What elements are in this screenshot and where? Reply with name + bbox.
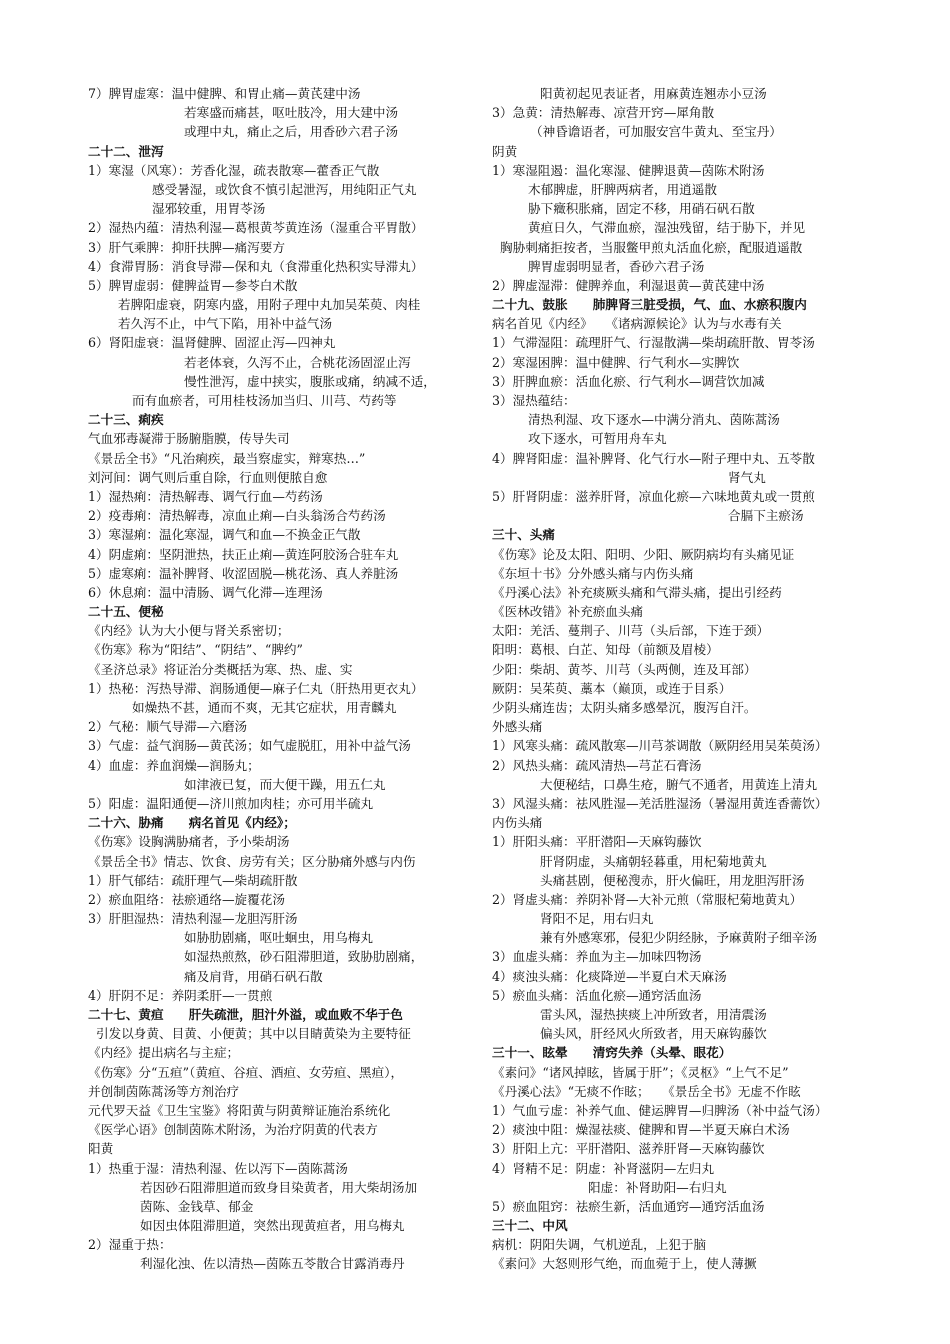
text-line: 2）气秘：顺气导滞—六磨汤 xyxy=(88,719,248,735)
text-line: 5）脾胃虚弱：健脾益胃—参苓白术散 xyxy=(88,277,298,293)
text-line: 偏头风，肝经风火所致者，用天麻钩藤饮 xyxy=(540,1026,767,1042)
text-line: 厥阴：吴茱萸、藁本（巅顶，或连于目系） xyxy=(492,680,732,696)
text-line: 肾气丸 xyxy=(728,469,766,485)
text-line: 《内经》认为大小便与肾关系密切； xyxy=(88,623,290,639)
text-line: 7）脾胃虚寒：温中健脾、和胃止痛—黄芪建中汤 xyxy=(88,86,361,101)
text-line: 少阳：柴胡、黄芩、川芎（头两侧，连及耳部） xyxy=(492,661,757,677)
text-line: 如因虫体阻滞胆道，突然出现黄疸者，用乌梅丸 xyxy=(140,1218,405,1234)
text-line: 5）虚寒痢：温补脾肾、收涩固脱—桃花汤、真人养脏汤 xyxy=(88,565,399,581)
text-line: 3）湿热蕴结： xyxy=(492,393,576,408)
text-line: 2）风热头痛：疏风清热—芎芷石膏汤 xyxy=(492,757,702,773)
text-line: 阴黄 xyxy=(492,143,518,159)
text-line: 2）湿重于热： xyxy=(88,1237,172,1253)
text-line: 若久泻不止，中气下陷，用补中益气汤 xyxy=(118,316,333,332)
text-line: 《医林改错》补充瘀血头痛 xyxy=(492,604,644,620)
text-line: 胸胁刺痛拒按者，当服鳖甲煎丸活血化瘀，配服逍遥散 xyxy=(500,239,803,255)
text-line: 攻下逐水，可暂用舟车丸 xyxy=(528,431,667,447)
text-line: 合膈下主瘀汤 xyxy=(728,508,804,524)
text-line: （神昏谵语者，可加服安宫牛黄丸、至宝丹） xyxy=(530,124,782,140)
text-line: 如燥热不甚，通而不爽，无其它症状，用青麟丸 xyxy=(132,700,397,715)
text-line: 若因砂石阻滞胆道而致身目染黄者，用大柴胡汤加 xyxy=(140,1179,418,1195)
text-line: 4）肝阴不足：养阴柔肝—一贯煎 xyxy=(88,987,273,1003)
text-line: 如津液已复，而大便干躁，用五仁丸 xyxy=(184,776,386,792)
text-line: 大便秘结，口鼻生疮，腑气不通者，用黄连上清丸 xyxy=(540,776,818,792)
text-line: 3）寒湿痢：温化寒湿，调气和血—不换金正气散 xyxy=(88,527,361,543)
left-column xyxy=(88,84,488,1274)
text-line: 《景岳全书》“凡治痢疾，最当察虚实，辩寒热…” xyxy=(88,450,366,466)
text-line: 黄疸日久，气滞血瘀，湿浊残留，结于胁下，并见 xyxy=(528,220,806,236)
text-line: 1）肝气郁结：疏肝理气—柴胡疏肝散 xyxy=(88,872,298,888)
text-line: 《丹溪心法》补充痰厥头痛和气滞头痛，提出引经药 xyxy=(492,584,782,600)
section-heading: 二十六、胁痛 病名首见《内经》； xyxy=(88,815,296,831)
section-heading: 二十七、黄疸 肝失疏泄，胆汁外溢，或血败不华于色 xyxy=(88,1007,403,1022)
text-line: 《伤寒》分“五疸”（黄疸、谷疸、酒疸、女劳疸、黑疸）， xyxy=(88,1064,404,1080)
text-line: 阳黄 xyxy=(88,1141,114,1157)
text-line: 《圣济总录》将证治分类概括为寒、热、虚、实 xyxy=(88,661,353,677)
text-line: 头痛甚剧，便秘溲赤，肝火偏旺，用龙胆泻肝汤 xyxy=(540,872,805,888)
text-line: 《伤寒》设胸满胁痛者，予小柴胡汤 xyxy=(88,834,290,850)
text-line: 若老体衰，久泻不止，合桃花汤固涩止泻 xyxy=(184,354,411,370)
text-line: 元代罗天益《卫生宝鉴》将阳黄与阴黄辩证施治系统化 xyxy=(88,1102,391,1118)
text-line: 《内经》提出病名与主症； xyxy=(88,1045,240,1061)
section-heading: 三十二、中风 xyxy=(492,1218,568,1234)
text-line: 3）急黄：清热解毒、凉营开窍—犀角散 xyxy=(492,105,715,121)
text-line: 慢性泄泻，虚中挟实，腹胀或痛，纳减不适， xyxy=(184,373,436,389)
section-heading: 三十、头痛 xyxy=(492,527,555,543)
text-line: 《景岳全书》情志、饮食、房劳有关；区分胁痛外感与内伤 xyxy=(88,853,416,869)
text-line: 痛及肩背，用硝石矾石散 xyxy=(184,968,323,984)
text-line: 1）气血亏虚：补养气血、健运脾胃—归脾汤（补中益气汤） xyxy=(492,1102,828,1118)
text-line: 3）肝胆湿热：清热利湿—龙胆泻肝汤 xyxy=(88,911,298,927)
text-line: 4）痰浊头痛：化痰降逆—半夏白术天麻汤 xyxy=(492,968,727,984)
text-line: 4）脾肾阳虚：温补脾肾、化气行水—附子理中丸、五苓散 xyxy=(492,450,815,466)
text-line: 1）寒湿（风寒）：芳香化湿，疏表散寒—藿香正气散 xyxy=(88,162,380,178)
text-line: 肝肾阴虚，头痛朝轻暮重，用杞菊地黄丸 xyxy=(540,853,767,869)
text-line: 《伤寒》论及太阳、阳明、少阳、厥阴病均有头痛见证 xyxy=(492,546,795,562)
section-heading: 二十五、便秘 xyxy=(88,604,164,620)
text-line: 病名首见《内经》 《诸病源候论》认为与水毒有关 xyxy=(492,316,782,332)
text-line: 引发以身黄、目黄、小便黄；其中以目睛黄染为主要特征 xyxy=(96,1026,411,1042)
text-line: 1）热重于湿：清热利湿、佐以泻下—茵陈蒿汤 xyxy=(88,1160,348,1176)
text-line: 1）肝阳头痛：平肝潜阳—天麻钩藤饮 xyxy=(492,834,702,850)
text-line: 感受暑湿，或饮食不慎引起泄泻，用纯阳正气丸 xyxy=(152,181,417,197)
text-line: 5）肝肾阴虚：滋养肝肾，凉血化瘀—六味地黄丸或一贯煎 xyxy=(492,488,815,504)
text-line: 1）湿热痢：清热解毒、调气行血—芍药汤 xyxy=(88,488,323,504)
section-heading: 二十九、鼓胀 肺脾肾三脏受损，气、血、水瘀积腹内 xyxy=(492,297,807,313)
text-line: 3）气虚：益气润肠—黄芪汤；如气虚脱肛，用补中益气汤 xyxy=(88,738,411,754)
text-line: 3）风湿头痛：祛风胜湿—羌活胜湿汤（暑湿用黄连香薷饮） xyxy=(492,795,828,811)
text-line: 内伤头痛 xyxy=(492,815,543,831)
text-line: 阳明：葛根、白芷、知母（前额及眉棱） xyxy=(492,642,719,658)
text-line: 利湿化浊、佐以清热—茵陈五苓散合甘露消毒丹 xyxy=(140,1256,405,1272)
text-line: 胁下癥积胀痛，固定不移，用硝石矾石散 xyxy=(528,201,755,217)
text-line: 3）肝脾血瘀：活血化瘀、行气利水—调营饮加减 xyxy=(492,373,765,389)
text-line: 1）热秘：泻热导滞、润肠通便—麻子仁丸（肝热用更衣丸） xyxy=(88,680,424,696)
text-line: 雷头风，湿热挟痰上冲所致者，用清震汤 xyxy=(540,1007,767,1022)
text-line: 若脾阳虚衰，阴寒内盛，用附子理中丸加吴茱萸、肉桂 xyxy=(118,297,421,313)
text-line: 茵陈、金钱草、郁金 xyxy=(140,1198,254,1214)
text-line: 2）寒湿困脾：温中健脾、行气利水—实脾饮 xyxy=(492,354,740,370)
text-line: 外感头痛 xyxy=(492,719,543,735)
text-line: 4）阴虚痢：坚阴泄热，扶正止痢—黄连阿胶汤合驻车丸 xyxy=(88,546,399,562)
text-line: 湿邪较重，用胃苓汤 xyxy=(152,201,266,217)
text-line: 阳虚：补肾助阳—右归丸 xyxy=(588,1179,727,1195)
right-column xyxy=(492,84,892,1274)
text-line: 5）瘀血头痛：活血化瘀—通窍活血汤 xyxy=(492,987,702,1003)
text-line: 《医学心语》创制茵陈术附汤，为治疗阴黄的代表方 xyxy=(88,1122,378,1138)
text-line: 4）肾精不足：阴虚：补肾滋阴—左归丸 xyxy=(492,1160,715,1176)
text-line: 4）食滞胃肠：消食导滞—保和丸（食滞重化热积实导滞丸） xyxy=(88,258,424,274)
text-line: 6）休息痢：温中清肠、调气化滞—连理汤 xyxy=(88,584,323,600)
text-line: 6）肾阳虚衰：温肾健脾、固涩止泻—四神丸 xyxy=(88,335,336,351)
text-line: 病机：阴阳失调，气机逆乱，上犯于脑 xyxy=(492,1237,707,1253)
text-line: 如湿热煎熬，砂石阻滞胆道，致胁肋剧痛， xyxy=(184,949,424,965)
text-line: 2）疫毒痢：清热解毒，凉血止痢—白头翁汤合芍药汤 xyxy=(88,508,386,524)
text-line: 1）气滞湿阻：疏理肝气、行湿散满—柴胡疏肝散、胃苓汤 xyxy=(492,335,815,351)
text-line: 《素问》“诸风掉眩，皆属于肝”；《灵枢》“上气不足” xyxy=(492,1064,789,1080)
text-line: 《素问》大怒则形气绝，而血菀于上，使人薄撅 xyxy=(492,1256,757,1272)
text-line: 并创制茵陈蒿汤等方剂治疗 xyxy=(88,1083,240,1099)
text-line: 1）风寒头痛：疏风散寒—川芎茶调散（厥阴经用吴茱萸汤） xyxy=(492,738,828,754)
section-heading: 二十二、泄泻 xyxy=(88,143,164,159)
text-line: 肾阳不足，用右归丸 xyxy=(540,911,654,927)
text-line: 气血邪毒凝滞于肠腑脂膜，传导失司 xyxy=(88,431,290,447)
text-line: 《伤寒》称为“阳结”、“阴结”、“脾约” xyxy=(88,642,303,658)
text-line: 1）寒湿阻遏：温化寒湿、健脾退黄—茵陈术附汤 xyxy=(492,162,765,178)
text-line: 3）血虚头痛：养血为主—加味四物汤 xyxy=(492,949,702,965)
text-line: 木郁脾虚，肝脾两病者，用逍遥散 xyxy=(528,181,717,197)
text-line: 阳黄初起见表证者，用麻黄连翘赤小豆汤 xyxy=(540,86,767,101)
text-line: 若寒盛而痛甚，呕吐肢冷，用大建中汤 xyxy=(184,105,399,121)
text-line: 脾胃虚弱明显者，香砂六君子汤 xyxy=(528,258,705,274)
section-heading: 三十一、眩晕 清窍失养（头晕、眼花） xyxy=(492,1045,732,1061)
text-line: 刘河间：调气则后重自除，行血则便脓自愈 xyxy=(88,469,328,485)
text-line: 而有血瘀者，可用桂枝汤加当归、川芎、芍药等 xyxy=(132,393,397,408)
section-heading: 二十三、痢疾 xyxy=(88,412,164,428)
text-line: 2）湿热内蕴：清热利湿—葛根黄芩黄连汤（湿重合平胃散） xyxy=(88,220,424,236)
text-line: 3）肝阳上亢：平肝潜阳、滋养肝肾—天麻钩藤饮 xyxy=(492,1141,765,1157)
text-line: 5）瘀血阻窍：祛瘀生新，活血通窍—通窍活血汤 xyxy=(492,1198,765,1214)
text-line: 2）痰浊中阻：燥湿祛痰、健脾和胃—半夏天麻白术汤 xyxy=(492,1122,790,1138)
text-line: 2）肾虚头痛：养阴补肾—大补元煎（常服杞菊地黄丸） xyxy=(492,891,803,907)
text-line: 如胁肋剧痛，呕吐蛔虫，用乌梅丸 xyxy=(184,930,373,946)
text-line: 4）血虚：养血润燥—润肠丸； xyxy=(88,757,260,773)
text-line: 太阳：羌活、蔓荆子、川芎（头后部，下连于颈） xyxy=(492,623,770,639)
text-line: 兼有外感寒邪，侵犯少阴经脉，予麻黄附子细辛汤 xyxy=(540,930,818,946)
text-line: 2）脾虚湿滞：健脾养血，利湿退黄—黄芪建中汤 xyxy=(492,277,765,293)
text-line: 《丹溪心法》“无痰不作眩； 《景岳全书》无虚不作眩 xyxy=(492,1083,801,1099)
text-line: 《东垣十书》分外感头痛与内伤头痛 xyxy=(492,565,694,581)
text-line: 3）肝气乘脾：抑肝扶脾—痛泻要方 xyxy=(88,239,285,255)
text-line: 或理中丸，痛止之后，用香砂六君子汤 xyxy=(184,124,399,140)
text-line: 少阴头痛连齿；太阴头痛多感晕沉，腹泻自汗。 xyxy=(492,700,757,715)
text-line: 2）瘀血阻络：祛瘀通络—旋覆花汤 xyxy=(88,891,285,907)
text-line: 5）阳虚：温阳通便—济川煎加肉桂；亦可用半硫丸 xyxy=(88,795,374,811)
text-line: 清热利湿、攻下逐水—中满分消丸、茵陈蒿汤 xyxy=(528,412,780,428)
